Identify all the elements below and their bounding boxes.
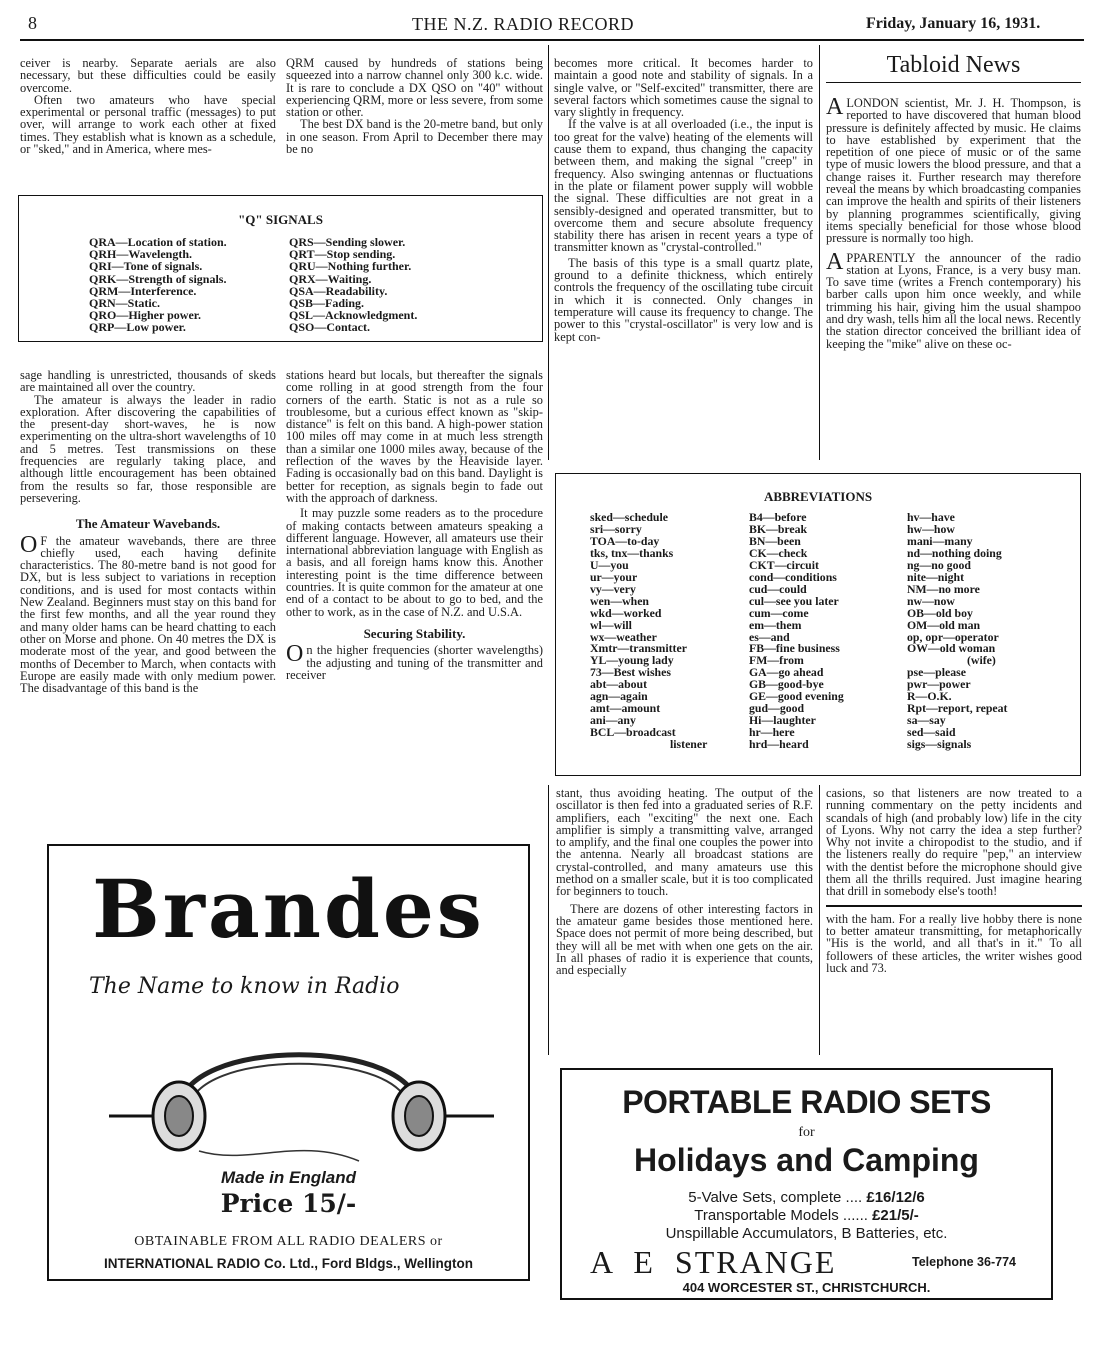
- q-signal-item: QRI—Tone of signals.: [89, 259, 203, 274]
- brandes-made-in: Made in England: [220, 1168, 357, 1187]
- abbreviation-item: U—you: [590, 557, 629, 572]
- q-signal-item: QSB—Fading.: [289, 296, 365, 311]
- abbreviation-item: hr—here: [749, 725, 795, 740]
- tabloid-news-title: Tabloid News: [886, 52, 1021, 78]
- headphones-illustration: [99, 1016, 499, 1166]
- q-signals-title: "Q" SIGNALS: [238, 212, 323, 227]
- q-signal-item: QRK—Strength of signals.: [89, 271, 227, 286]
- q-signal-item: QSL—Acknowledgment.: [289, 308, 418, 323]
- paragraph: The basis of this type is a small quartz plate, ground to a definite thickness, which entirely controls the frequency of the oscillating tube circuit in which it is connected. Only changes in temperature will cause its frequency to change. The power to this "crystal-oscillator" is very low and is kept con-: [554, 255, 813, 344]
- drop-cap: O: [20, 531, 38, 558]
- abbreviation-item: FB—fine business: [749, 641, 840, 656]
- q-signal-item: QRN—Static.: [89, 296, 160, 311]
- abbreviation-item: B4—before: [749, 510, 807, 524]
- q-signal-item: QRM—Interference.: [89, 283, 197, 298]
- abbreviations-col2: [749, 512, 899, 751]
- abbreviation-item: abt—about: [590, 677, 648, 692]
- abbreviation-item: nd—nothing doing: [907, 545, 1002, 560]
- paragraph: On the higher frequencies (shorter wavelengths) the adjusting and tuning of the transmitter and receiver: [286, 641, 543, 682]
- strange-line1: 5-Valve Sets, complete .... £16/12/6: [688, 1189, 925, 1206]
- abbreviation-item: Xmtr—transmitter: [590, 641, 687, 656]
- abbreviation-item: 73—Best wishes: [590, 665, 671, 680]
- abbreviation-item: GB—good-bye: [749, 677, 824, 692]
- tabloid-title-rule: [826, 82, 1081, 83]
- paragraph: It may puzzle some readers as to the procedure of making contacts between amateurs speaking a different language. However, all amateurs use their international abbreviation language with English as a basis, and all foreign hams know this. Another interesting point is the time difference between countries. It is quite common for the amateur at one end of a contact to be about to go to bed, and the other to work, as in the case of N.Z. and U.S.A.: [286, 506, 543, 619]
- paragraph: stant, thus avoiding heating. The output of the oscillator is then fed into a graduated series of R.F. amplifiers, each "exciting" the next one. Each amplifier is simply a transmitting valve, arranged to amplify, and the final one couples the power into the antenna. Nearly all broadcast stations are crystal-controlled, and many amateurs use this method on a smaller scale, but it is too complicated for beginners to touch.: [556, 786, 813, 899]
- abbreviation-item: mani—many: [907, 533, 973, 548]
- q-signal-item: QRU—Nothing further.: [289, 259, 412, 274]
- q-signal-item: QSA—Readability.: [289, 283, 388, 298]
- brandes-tagline: The Name to know in Radio: [89, 974, 400, 999]
- q-signal-item: QRX—Waiting.: [289, 271, 372, 286]
- column-divider: [819, 45, 820, 460]
- abbreviation-item: nw—now: [907, 593, 955, 608]
- abbreviation-item: listener: [670, 737, 708, 752]
- abbreviation-item: sri—sorry: [590, 521, 642, 536]
- article-col1-top: [20, 57, 276, 155]
- article-col1-mid: [20, 369, 276, 694]
- abbreviation-item: agn—again: [590, 689, 648, 704]
- abbreviation-item: wl—will: [590, 617, 632, 632]
- abbreviation-item: CK—check: [749, 545, 808, 560]
- strange-name: A E STRANGE: [590, 1244, 837, 1280]
- abbreviation-item: wx—weather: [590, 629, 657, 644]
- paragraph: stations heard but locals, but thereafter the signals come rolling in at good strength from the four corners of the earth. Static is not as a rule so troublesome, but a curious effect known as "skip-distance" is felt on this band. A high-power station 100 miles off may come in at much less strength than a similar one 1000 miles away, because of the reflection of the waves by the Heaviside layer. Fading is occasionally bad on this band. Daylight is better for reception, as signals begin to fade out with the approach of darkness.: [286, 368, 543, 505]
- brandes-company: INTERNATIONAL RADIO Co. Ltd., Ford Bldgs., Wellington: [104, 1256, 473, 1271]
- section-heading: Securing Stability.: [363, 625, 466, 641]
- abbreviation-item: ur—your: [590, 569, 638, 584]
- strange-headline: PORTABLE RADIO SETS: [622, 1084, 991, 1120]
- tabloid-item: ALONDON scientist, Mr. J. H. Thompson, is reported to have discovered that human blood pressure is definitely affected by music. He claims to have established by experiment that the repetition of one piece of music or of the same type of music lowers the blood pressure, and that a change raises it. Further research may therefore reveal the means by which broadcasting companies can improve the health and spirits of their listeners by planning programmes scientifically, giving items specially beneficial for those whose blood pressure is normally too high.: [826, 94, 1081, 246]
- column-divider: [819, 785, 820, 1055]
- column-divider: [548, 785, 549, 1055]
- q-signal-item: QRS—Sending slower.: [289, 235, 406, 249]
- strange-line2: Transportable Models ...... £21/5/-: [694, 1207, 919, 1224]
- paragraph: sage handling is unrestricted, thousands of skeds are maintained all over the country.: [20, 368, 276, 395]
- tabloid-news-body: [826, 94, 1081, 351]
- abbreviation-item: YL—young lady: [590, 653, 674, 668]
- abbreviation-item: cul—see you later: [749, 593, 839, 608]
- column-divider: [548, 45, 549, 460]
- abbreviations-title: ABBREVIATIONS: [763, 489, 873, 504]
- abbreviation-item: sed—said: [907, 725, 956, 740]
- paragraph: Often two amateurs who have special experimental or personal traffic (messages) to put over, will arrange to work each other at fixed times. They establish what is known as a schedule, or "sked," and in America, where mes-: [20, 92, 276, 157]
- abbreviation-item: cud—could: [749, 581, 807, 596]
- section-heading: The Amateur Wavebands.: [75, 516, 221, 532]
- abbreviation-item: GA—go ahead: [749, 665, 824, 680]
- abbreviation-item: BN—been: [749, 533, 801, 548]
- paragraph: with the ham. For a really live hobby there is none to better amateur transmitting, for metaphorically "His is the world, and all that's in it." To all followers of these articles, the writer wishes good luck and 73.: [826, 911, 1082, 975]
- q-signals-box: [18, 195, 543, 342]
- abbreviation-item: GE—good evening: [749, 689, 844, 704]
- abbreviation-item: amt—amount: [590, 701, 661, 716]
- paragraph: casions, so that listeners are now treated to a running commentary on the petty incidents and scandals of high (and probably low) life in the city of Lyons. Why not carry the idea a step further? Why not invite a chiropodist to the studio, and if the listeners really do require "pep," an interview with the dentist before the microphone should give them all the thrills required. Just imagine hearing that drill in somebody else's tooth!: [826, 786, 1082, 899]
- abbreviation-item: BK—break: [749, 521, 808, 536]
- abbreviation-item: R—O.K.: [907, 689, 952, 704]
- abbreviation-item: OB—old boy: [907, 605, 973, 620]
- q-signal-item: QRH—Wavelength.: [89, 247, 193, 262]
- abbreviation-item: wen—when: [590, 593, 649, 608]
- abbreviation-item: hv—have: [907, 510, 955, 524]
- abbreviations-col1: [590, 512, 740, 751]
- article-col2-mid: [286, 369, 543, 681]
- abbreviation-item: sigs—signals: [907, 737, 972, 752]
- abbreviation-item: (wife): [967, 653, 996, 668]
- abbreviation-item: CKT—circuit: [749, 557, 819, 572]
- q-signal-item: QSO—Contact.: [289, 320, 370, 335]
- abbreviation-item: Rpt—report, repeat: [907, 701, 1008, 716]
- strange-telephone: Telephone 36-774: [912, 1255, 1016, 1269]
- paragraph: The best DX band is the 20-metre band, but only in one season. From April to December there may be no: [286, 117, 543, 157]
- abbreviations-col3: [907, 512, 1067, 751]
- abbreviation-item: OW—old woman: [907, 641, 996, 656]
- abbreviations-box: [555, 473, 1081, 776]
- abbreviation-item: es—and: [749, 629, 790, 644]
- paragraph: becomes more critical. It becomes harder to maintain a good note and stability of signals. In a single valve, or "Self-excited" transmitter, there are several factors which sometimes cause the signal to vary slightly in frequency.: [554, 56, 813, 120]
- abbreviation-item: OM—old man: [907, 617, 981, 632]
- abbreviation-item: hrd—heard: [749, 737, 809, 752]
- abbreviation-item: op, opr—operator: [907, 629, 999, 644]
- article-col3-bottom: [556, 787, 813, 976]
- paragraph: There are dozens of other interesting factors in the amateur game besides those mentioned here. Space does not permit of more being described, but they will all be met with when one gets on the air. In all phases of radio it is experience that counts, and especially: [556, 901, 813, 978]
- abbreviation-item: sa—say: [907, 713, 946, 728]
- q-signal-item: QRP—Low power.: [89, 320, 186, 335]
- drop-cap: A: [826, 248, 844, 275]
- abbreviation-item: vy—very: [590, 581, 636, 596]
- abbreviation-item: wkd—worked: [590, 605, 662, 620]
- strange-advertisement: [560, 1068, 1053, 1300]
- abbreviation-item: em—them: [749, 617, 802, 632]
- article-col2-top: [286, 57, 543, 155]
- publication-title: THE N.Z. RADIO RECORD: [412, 14, 634, 34]
- abbreviation-item: Hi—laughter: [749, 713, 816, 728]
- abbreviation-item: pse—please: [907, 665, 966, 680]
- abbreviation-item: cond—conditions: [749, 569, 837, 584]
- q-signal-item: QRA—Location of station.: [89, 235, 227, 249]
- abbreviation-item: BCL—broadcast: [590, 725, 676, 740]
- abbreviation-item: nite—night: [907, 569, 965, 584]
- article-col3: [554, 57, 813, 343]
- paragraph: If the valve is at all overloaded (i.e., the input is too great for the valve) heating of the elements will cause them to expand, thus changing the capacity between them, and making the signal "creep" in frequency. Also swinging antennas or fluctuations in the plate or filament power supply will wobble the signal. These difficulties are not great in a sensibly-designed and operated transmitter, but to overcome them and secure absolute frequency stability there has arisen in recent years a type of transmitter known as "crystal-controlled.": [554, 117, 813, 255]
- q-signals-left-list: [89, 236, 227, 334]
- abbreviation-item: TOA—to-day: [590, 533, 660, 548]
- abbreviation-item: gud—good: [749, 701, 805, 716]
- abbreviation-item: hw—how: [907, 521, 955, 536]
- brandes-logo: Brandes: [92, 862, 485, 956]
- drop-cap: O: [286, 641, 304, 668]
- paragraph: The amateur is always the leader in radio exploration. After discovering the capabilities of the present-day short-waves, he is now experimenting on the ultra-short wavelengths of 10 and 5 metres. Test transmissions on these frequencies are regularly taking place, and although little encouragement has been obtained from the results so far, those responsible are persevering.: [20, 392, 276, 505]
- section-rule: [826, 905, 1082, 907]
- abbreviation-item: cum—come: [749, 605, 809, 620]
- issue-date: Friday, January 16, 1931.: [866, 15, 1041, 32]
- strange-for: for: [798, 1125, 815, 1140]
- q-signal-item: QRT—Stop sending.: [289, 247, 396, 262]
- paragraph: O F the amateur wavebands, there are three chiefly used, each having definite characteristics. The 80-metre band is not good for DX, but is less subject to variations in reception conditions, and is used for most contacts within New Zealand. Beginners must stay on this band for the first few months, and all the year round they and many older hams can be heard chatting to each other on Morse and phone. On 40 metres the DX is moderate most of the year, and good between the months of December to March, when contacts with Europe are easily made with only medium power. The disadvantage of this band is the: [20, 531, 276, 696]
- paragraph: QRM caused by hundreds of stations being squeezed into a narrow channel only 300 k.c. wide. It is rare to conclude a DX QSO on "40" without experiencing QRM, more or less severe, from some station or other.: [286, 56, 543, 120]
- brandes-price: Price 15/-: [220, 1189, 357, 1218]
- article-col4-bottom: [826, 787, 1082, 974]
- brandes-obtainable: OBTAINABLE FROM ALL RADIO DEALERS or: [134, 1234, 443, 1249]
- strange-line3: Unspillable Accumulators, B Batteries, etc.: [665, 1225, 948, 1242]
- abbreviation-item: NM—no more: [907, 581, 980, 596]
- abbreviation-item: pwr—power: [907, 677, 971, 692]
- page-number: 8: [28, 13, 37, 33]
- drop-cap: A: [826, 94, 844, 120]
- strange-address: 404 WORCESTER ST., CHRISTCHURCH.: [682, 1280, 931, 1295]
- strange-subhead: Holidays and Camping: [634, 1142, 979, 1178]
- q-signal-item: QRO—Higher power.: [89, 308, 202, 323]
- abbreviation-item: FM—from: [749, 653, 804, 668]
- brandes-advertisement: [47, 844, 530, 1281]
- header-rule: [20, 39, 1084, 41]
- abbreviation-item: ani—any: [590, 713, 636, 728]
- abbreviation-item: tks, tnx—thanks: [590, 545, 674, 560]
- abbreviation-item: sked—schedule: [590, 510, 669, 524]
- tabloid-item: APPARENTLY the announcer of the radio station at Lyons, France, is a very busy man. To save time (writes a French contemporary) his barber calls upon him once weekly, and while trimming his hair, giving him the usual shampoo and dry wash, tells him all the local news. Recently the station director conceived the brilliant idea of keeping the "mike" alive on these oc-: [826, 248, 1081, 351]
- paragraph: ceiver is nearby. Separate aerials are also necessary, but these difficulties could be easily overcome.: [20, 56, 276, 95]
- q-signals-right-list: [289, 236, 417, 334]
- abbreviation-item: ng—no good: [907, 557, 971, 572]
